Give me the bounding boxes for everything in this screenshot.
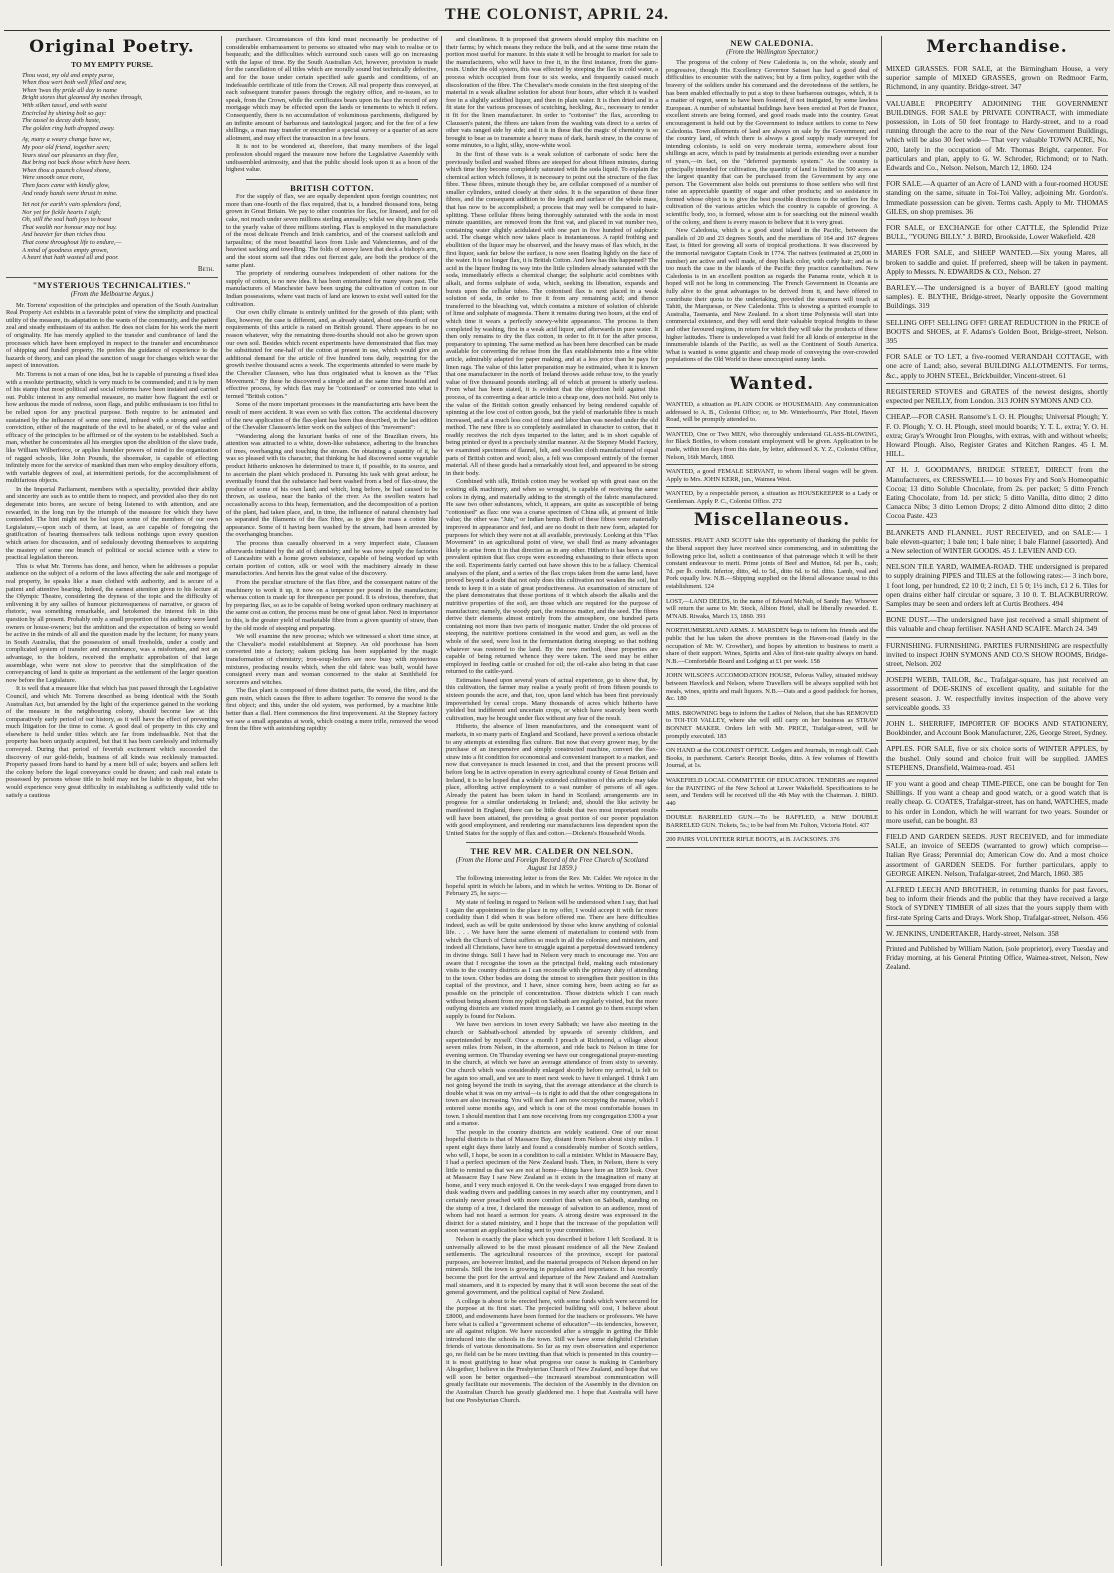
poem-line: A mind of goodness empty grown, [22,246,109,254]
poem-line: And heavier far than riches thou [22,231,106,239]
ad-text: FOR SALE or TO LET, a five-roomed VERANDAH COTTAGE, with one acre of Land; also, several BUILDING ALLOTMENTS. For terms, &c., apply to JOHN STEEL, Brickbuilder, Vincent-street. 61 [886,352,1108,380]
poem-line: When thou wert both well filled and new, [22,79,127,87]
miscellaneous-ad: NORTHUMBERLAND ARMS. J. MARSDEN begs to inform his friends and the public that he has taken the above premises in the Haven-road (lately in the occupation of Mr. W. Crowther), and hopes by attention to business to merit a share of their support. Wines, Spirits and Ales of first-rate quality always on hand. N.B.—Comfortable Board and Lodging at £1 per week. 158 [666,624,878,669]
classified-ad [886,384,1108,409]
article-title: "MYSTERIOUS TECHNICALITIES." [32,280,192,291]
column-divider [441,36,442,1566]
classified-ad [886,349,1108,384]
ad-text: SELLING OFF! SELLING OFF! GREAT REDUCTION in the PRICE of BOOTS and SHOES, at F. Adams's Golden Boot, Bridge-street, Nelson. 395 [886,317,1108,346]
miscellaneous-ad: MESSRS. PRATT AND SCOTT take this opportunity of thanking the public for the liberal support they have received since commencing, and in submitting the following price list, solicit a continuance of that patronage which it will be their constant endeavour to merit. Prime joints of Beef and Mutton, 6d. per lb., cash; 7d. per lb. credit. Inferior, ditto, 4d. to 5d., ditto 6d. to 6d. ditto. Lamb, veal and Pork equally low. N.B.—Shipping supplied on the liberal allowance usual to this establishment. 124 [666,534,878,594]
column-3 [446,36,658,1566]
poem-line: Then faces came with kindly glow, [22,181,110,189]
paragraph: Hitherto, the absence of linen manufactures, and the consequent want of markets, in so many parts of England and Scotland, have proved a serious obstacle to any attempts at extending flax culture. But now that every grower may, by the purchase of an inexpensive and simply constructed machine, convert the flax-straw into a fit condition for economical and convenient transport to a market, and now that conveyance is much lessened in cost, and that the present process will before long be in active operation in every agricultural county of Great Britain and Ireland, it is to be hoped that a widely extended cultivation of this article may take place, affording active employment to a vast number of persons of all ages. Already the patent has been taken in hand in Scotland; arrangements are in progress for a similar undertaking in Ireland; and, should the like activity be manifested in England, there can be little doubt that two most important results will have been attained, the providing a great portion of our poorer population with good employment, and rendering our manufacturers less dependent upon the United States for the supply of flax and cotton.—Dickens's Household Words. [446,723,658,837]
section-title-merchandise: Merchandise. [926,37,1068,57]
ad-text: APPLES. FOR SALE, five or six choice sorts of WINTER APPLES, by the bushel. Only sound and choice fruit will be supplied. JAMES STEPHENS, Dransfield, Waimea-road. 451 [886,744,1108,772]
paragraph: The flax plant is composed of three distinct parts, the wood, the fibre, and the gum resin, which causes the fibre to adhere together. To remove the wood is the first object; and this, under the old system, was performed, by a machine little better than a flail. Here commences the first improvement. At the Stepney factory we saw a small apparatus at work, which costing a mere trifle, removed the wood from the fibre with astonishing rapidity [226,687,438,733]
column-divider [881,36,882,1566]
miscellaneous-ad: DOUBLE BARRELED GUN.—To be RAFFLED, a NEW DOUBLE BARRELED GUN. Tickets, 5s.; to be had from Mr. Fulton, Victoria Hotel. 437 [666,811,878,833]
classified-ad [886,525,1108,560]
classified-ad [886,462,1108,524]
poem-line: When thou a paunch closed shone, [22,166,111,174]
paragraph: purchaser. Circumstances of this kind must necessarily be productive of considerable embarrassment to persons so situated who may wish to realise or to bequeath; and the difficulties which surround such cases will go on increasing with the lapse of time. By the South Australian Act, however, provision is made for the cancellation of all titles which are morally sound but technically defective, and for the issue under certain specified safe guards and conditions, of an indefeasible certificate of title from the Crown. All real property thus conveyed, at each subsequent transfer passes through the registry office, and re-issues, so to speak, from the Crown, while the certificates bears upon its face the record of any mortgage which may be effected upon the lands or tenements to which it refers. Consequently, there is no accumulation of voluminous parchments, disfigured by an infinite amount of barbarous and tautological jargon; and for the fee of a few shillings, a man may transfer or encumber a special survey or a quarter of an acre allotment, and may effect the transaction in a few hours. [226,36,438,142]
merchandise-ads [886,61,1108,942]
ad-text: BLANKETS AND FLANNEL. JUST RECEIVED, and on SALE:— 1 bale eleven-quarter; 1 bale ten; 1 bale nine; 1 bale Flannel (assorted). And a New selection of WINTER GOODS. 45 J. LEVIEN AND CO. [886,527,1108,555]
column-divider [661,36,662,1566]
poem-line: Ay, many a weary change have we, [22,136,112,144]
ad-text: MIXED GRASSES. FOR SALE, at the Birmingham House, a very superior sample of MIXED GRASSES, grown on Redmoor Farm, Richmond, in any quantity. Bridge-street. 347 [886,64,1108,92]
masthead: THE COLONIST, APRIL 24. [444,6,670,23]
paragraph: Estimates based upon several years of actual experience, go to show that, by this cultivation, the farmer may realise a yearly profit of from fifteen pounds to sixteen pounds the acre, and that, too, upon land which has been first previously impoverished by cereal crops. Many thousands of acres which hitherto have yielded but indifferent and uncertain crops, or which have scarcely been worth cultivation, may be brought under flax without any fear of the result. [446,676,658,722]
ad-text: W. JENKINS, UNDERTAKER, Hardy-street, Nelson. 358 [886,928,1059,938]
classified-ad [886,612,1108,637]
paragraph: The following interesting letter is from the Rev. Mr. Calder. We rejoice in the hopeful spirit in which he labors, and in which he writes. Writing to Dr. Bonar of February 25, he says:— [446,875,658,898]
classified-ad [886,315,1108,350]
ad-text: ALFRED LEECH AND BROTHER, in returning thanks for past favors, beg to inform their friends and the public that they have received a large Stock of SYDNEY TIMBER of all sizes that the yours supply them with first-rate Spring Carts and Drays. Work Shop, Trafalgar-street, Nelson. 456 [886,885,1108,922]
paragraph: We will examine the new process; which we witnessed a short time since, at the Chevalier's model establishment at Stepney. An old poorhouse has been converted into a factory; oakum picking has been supplanted by the magic transformation of chemistry; iron-soup-boilers are now busy with mysterious mixtures, producing results which, when the old fabric was built, would have consigned every man and woman concerned to the stake at Smithfield for sorcerers and witches. [226,633,438,686]
poem-line: Bright stores that gleamed thy meshes through, [22,94,143,102]
article-source-new-caledonia: (From the Wellington Spectator.) [726,47,818,56]
ad-text: BONE DUST.—The undersigned have just received a small shipment of this valuable and cheap fertiliser. NASH AND SCAIFE. March 24. 349 [886,615,1108,634]
poem-line: Thou wast, my old and empty purse, [22,71,115,79]
miscellaneous-ad: JOHN WILSON'S ACCOMODATION HOUSE, Pelorus Valley, situated midway between Havelock and Nelson, where Travellers will be always supplied with hot meals, wines, spirits and malt liquors. N.B.—Oats and a good paddock for horses, &c. 180 [666,669,878,706]
section-title-wanted: Wanted. [729,373,815,394]
ad-text: FIELD AND GARDEN SEEDS. JUST RECEIVED, and for immediate SALE, an invoice of SEEDS (warranted to grow) which comprise— Italian Rye Grass; Perennial do; American Cow do. And a most choice assortment of GARDEN SEEDS. For further particulars, apply to GEORGE AIKEN. Nelson, Trafalgar-street, 2nd March, 1860. 385 [886,832,1108,878]
section-title-poetry: Original Poetry. [29,37,195,57]
article-continuation [446,723,658,837]
classified-ad [886,61,1108,96]
paragraph: The propriety of rendering ourselves independent of other nations for the supply of cotton, is no new idea. It has been entertained for many years past. The manufacturers of Manchester have been urging the cultivation of cotton in our Indian possessions, where vast tracts of land are known to exist well suited for the cultivation. [226,270,438,308]
paragraph: Mr. Torrens is not a man of one idea, but he is capable of pursuing a fixed idea with a resolute pertinacity, which is very much to be commended; and it is by men of his stamp that most political and social reforms have been instated and carried out. Public interest in any remedial measure, no matter how flagrant the evil or how arduous the mode of redress, soon flags, and public enthusiasm is too fitful to be relied upon for any practical purpose. Both require to be animated and sustained by the influence of some one mind, imbued with a strong and settled conviction, either of the magnitude of the evil to be abated, or of the value and efficacy of the principles to be affirmed or of the system to be established. Such a man, whether he concentrates all his energies upon the abolition of the slave trade, like William Wilberforce, or applies humbler powers of mind to the organization of ragged schools, like John Pounds, the shoemaker, is capable of effecting infinitely more for the service of mankind than men who employ desultory efforts, with variable degrees of zeal, at intermittent periods, for the accomplishment of multifarious objects. [6,370,218,485]
article-title-cotton: BRITISH COTTON. [290,182,374,193]
masthead-rule [4,30,1110,31]
poem-line: The golden ring hath dropped away. [22,124,115,132]
classified-ad [886,96,1108,177]
classified-ad [886,741,1108,776]
column-5-ads [886,36,1108,1566]
paragraph: A college is about to be erected here, with some funds which were secured for the purpose at its first start. The projected building will cost, I believe about £8000, and endowments have been formed for the teachers or professors. We have here what is called a "government scheme of education"—its tendencies, however, are all against religion. We have succeeded after a struggle in getting the Bible introduced into the schools in the town. Still we have some delightful Christian friends of various denominations. So far as my own observation and experience go, no field can be be more inviting than that which is presented in this country—it is most gratifying to hear what progress our cause is making in Canterbury Altogether, I believe in the Presbyterian Church of New Zealand, and hope that we will soon be better organised—the increased steamboat communication will greatly facilitate our movements. The decision of the Assembly in the division on the Australian Church has greatly gladdened me. I hope that Australia will have but one Presbyterian Church. [446,1297,658,1404]
poem-line: With silken tassel, and with waist [22,101,107,109]
classified-ad [886,672,1108,716]
ad-text: FOR SALE.—A quarter of an Acre of LAND with a four-roomed HOUSE standing on the same, situate in Toi-Toi Valley, adjoining Mr. Gordon's. Immediate possession can be given. Terms cash. Apply to Mr. THOMAS GILES, on shop premises. 36 [886,179,1108,216]
article-continuation [226,36,438,174]
poem-line: Were smooth once more, [22,174,85,182]
ad-text: FOR SALE, or EXCHANGE for other CATTLE, the Splendid Prize BULL, "YOUNG BILLY." J. BIRD, Brookside, Lower Wakefield. 428 [886,223,1108,242]
poem-line: That wealth nor honour may not buy. [22,223,117,231]
classified-ad [886,638,1108,673]
column-1 [6,36,218,1566]
ad-text: JOHN L. SHERRIFF, IMPORTER OF BOOKS AND STATIONERY, Bookbinder, and Account Book Manufacturer, 226, George Street, Sydney. [886,718,1108,738]
divider [466,842,638,843]
ad-text: AT H. J. GOODMAN'S, BRIDGE STREET, DIRECT from the Manufacturers, ex CRESSWELL— 10 boxes Fry and Son's Homeopathic Cocoa; 13 ditto Soluble Chocolate, from 2s. per packet; 5 ditto French Eating Chocolate, from 1d. per stick; 5 ditto Vanilla, ditto ditto; 2 ditto Canacca Nibs; 3 ditto Lemon Drops; 2 ditto Almond ditto ditto; 2 ditto Cocoa Paste. 423 [886,465,1108,521]
article-body-calder [446,875,658,1404]
poem-line: Nor yet for fickle hearts I sigh; [22,208,102,216]
column-2 [226,36,438,1566]
classified-ad [886,559,1108,612]
poem-line: A heart that hath wasted all and poor. [22,254,119,262]
divider [246,179,418,180]
paragraph: and cleanliness. It is proposed that growers should employ this machine on their farms; by which means they reduce the bulk, and at the same time retain the portion most useful for manure. In this state it will be brought to market for sale to the manufacturers, who will have to free it, in the first instance, from the gum-resin. Under the old system, this was effected by steeping the flax in cold water, a process which occupied from four to six weeks, and frequently caused much discoloration of the fibre. The Chevalier's mode consists in the first steeping of the material in a weak alkaline solution for about four hours, after which it is washed free in a slightly acidified liquor, and then in plain water. It is then dried and in a fit state for the various processes of scutching, heckling, &c., necessary to render it fit for the linen manufacturer. In order to "cottonise" the flax, according to Claussen's patent, the fibres are taken from the washing vats direct to a series of other vats ranged side by side; and it is in these that the magic of chemistry is so brought to bear as to transmute a heavy mass of dark, harsh straw, in the course of some minutes, to a light, silky, snow-white wool. [446,36,658,150]
poem-signature: Beth. [197,264,214,273]
paragraph: In the first of these vats is a weak solution of carbonate of soda: here the previously boiled and washed fibres are steeped for about fifteen minutes, during which time they become completely saturated with the soda liquid. To explain the chemical action which follows, it is necessary to point out the structure of the flax fibre. These fibres, minute though they be, are cellular composed of a number of smaller cylinders, united closely at their sides. It is the separation of these finer fibres, and the consequent addition to the length and surface of the whole mass, that has now to be accomplished; a process that may well be compared to hair-splitting. These cellular fibres being thoroughly saturated with the soda in most minute quantities, are removed from the first vat, and placed in vat number two, containing water slightly acidulated with one part in five hundred of sulphuric acid. The change which now takes place is instantaneous. A rapid frothing and ebullition of the liquor may be observed, and the heavy mass of flax which, in the first liquor, sank far below the surface, is now seen floating lightly on the face of the water. It is no longer flax, it is British Cotton. And how has this happened? The acid in the liquor finding its way into the little cylinders already saturated with the soda, immediately effects a chemical change; the sulphuric acid combines with alkali, and forms sulphate of soda, which, seeking its liberation, expands and bursts upon the cellular tubes. The cottonised flax is next placed in a weak solution of soda, in order to free it from any remaining acid; and thence transferred to the bleaching vat, which contains a mixture of solution of chloride of lime and sulphate of magnesia. There it remains during two hours, at the end of which time it wears a perfectly snowy-white appearance. The process is then completed by washing, first in a weak acid liquor, and afterwards in pure water. It then only remains to dry the flax cotton, in order to fit it for the after process, preparatory to spinning. The same method as has been here described can be made available for converting the refuse from the flax establishments into a fine white article, admirably adapted for paper making, and at a less price than he pays for linen rags. The value of this latter preparation may be estimated, when it is known that one manufacturer in the north of Ireland throws aside refuse tow, to the yearly value of five thousand pounds sterling; all of which at present is utterly useless. From what has been stated, it is evident that the objection held against this process, of its converting a dear article into a cheap one, does not hold. Not only is the value of the British cotton greatly enhanced by being rendered capable of spinning at the low cost of cotton goods, but the yield of marketable fibre is much increased, and at a much less cost of time and labor than was needed under the old method. The new fibre is so completely assimilated in character to cotton, that it readily receives the rich dyes imparted to the latter, and is in short capable of being printed or dyed in a precisely similar manner. At the Stepney Model Factory, we examined specimens of flannel, felt, and woollen cloth manufactured of equal parts of British cotton and wool; also, a felt was composed entirely of the former material. All of these goods had a remarkably stout feel, and appeared to be strong in their body. [446,150,658,477]
article-continuation [446,36,658,722]
paragraph: My state of feeling in regard to Nelson will be understood when I say, that had I again the appointment to the place in my offer, I would accept it with far more cordiality than I did when it was before offered me. There are here difficulties indeed, such as will be quite understood by those who know anything of colonial life. . . . We have here the same element of materialism to contend with from which the Church of Christ suffers so much in all the colonies; and ministers, and indeed all Christians, have here to struggle against a perpetual downward tendency in divine things. Still I have had in Nelson very much to encourage me. You are aware that I recognise the town as the principal field, making such missionary visits to the country districts as I can reconcile with the primary duty of attending to the town. Other bodies are doing the utmost to strengthen their position in this capital of the province, and I have, since coming here, been acting so far as possible on the principle of concentration. Those districts which I can reach without being absent from my pulpit on Sabbath are regularly visited, but the more outlying districts are visited more irregularly, as I cannot go to them except when supply is found for Nelson. [446,898,658,1020]
paragraph: Combined with silk, British cotton may be worked up with great ease on the existing silk machinery, and when so wrought, is capable of receiving the same colors in dying, and materially adding to the strength of the fabric manufactured. He saw two other substances, which, it appears, are quite as susceptible of being "cottonised" as flax: one was a coarse specimen of China silk, at present of little value; the other was "Jute," or Indian hemp. Both of these fibres were materially improved in appearance and feel, and are no doubt in their new form, adapted for purposes for which they were not at all available, previously. Looking at this "Flax Movement" in an agricultural point of view, we shall find as many advantages likely to arise from it in that direction as in any other. Hitherto it has been a most prevalent opinion that flax crops were exceeding exhausting to their effects upon the soil. Experiments fairly carried out have shown this to be a fallacy. Chemical analyses of the plant, and a series of the flax crops taken from the same land, have proved beyond a doubt that not only does this cultivation not weaken the soil, but tends to keep it in a state of great productiveness. An examination of structure of the plant demonstrates that those portions of it which absorb the alkalis and the nutritive properties of the soil, are those which are required for the purpose of manufacture; namely, the woody part, the resinous matter, and the seed. The fibres derive their elements almost entirely from the atmosphere, one hundred parts containing not more than two parts of inorganic matter. Under the old process of steeping, the nutritive portions contained in the wood and gum, as well as the whole of the seed, were lost in the fermentation during steeping; so that nothing whatever was restored to the land. By the new method, these properties are capable of being returned whence they were taken. The seed may be either employed in feeding cattle or crushed for oil; the oil-cake also being in that case returned to the cattle-yard. [446,478,658,676]
paragraph: In the Imperial Parliament, members with a speciality, provided their ability and sincerity are such as to entitle them to respect, and provided also they do not degenerate into bores, are secure of being listened to with attention, and are rewarded, in the long run by the triumph of the measure for which they have contended. The hint might not be lost upon some of the members of our own Legislature,—upon such of them, at least, as are capable of foregoing the gratification of hearing themselves talk tedious nothings upon every question which arises for discussion, and of sedulously devoting themselves to acquiring the mastery of some one branch of political or social science with a view to practical legislation thereon. [6,485,218,562]
ad-text: MARES FOR SALE, and SHEEP WANTED.—Six young Mares, all broken to saddle and quiet. If preferred, sheep will be taken in payment. Apply to Messrs. N. EDWARDS & CO., Nelson. 27 [886,248,1108,276]
ad-text: VALUABLE PROPERTY ADJOINING THE GOVERNMENT BUILDINGS. FOR SALE by PRIVATE CONTRACT, with immediate possession, in Lots of 50 feet frontage to Hardy-street, and to a road running through the acre to the rear of the New Government Buildings, which will be also 30 feet wide— That very valuable TOWN ACRE, No. 200, lately in the occupation of Mr. Thomas Bright, carpenter. For particulars and plan, apply to G. W. Schroder, Richmond; or to Nath. Edwards and Co., Nelson. Nelson, March 12, 1860. 124 [886,98,1108,173]
paragraph: The process thus casually observed in a very imperfect state, Claussen afterwards imitated by the aid of chemistry; and he was now supply the factories of Lancashire with a home grown substance, capable of being worked up with certain portion of cotton, silk or wool with the machinery already in these manufactories. And herein lies the great value of the discovery. [226,540,438,578]
paragraph: From the peculiar structure of the flax fibre, and the consequent nature of the machinery to work it up, it now on a tenpence per pound in the manufacture; whereas cotton is made up for threepence per pound. It is obvious, therefore, that by preparing flax, so as to be capable of being worked upon ordinary machinery at the same cost as cotton, the process must be one of great labor. Next in importance to this, is the greater yield of marketable fibre from a given quantity of straw, than by the old mode of steeping and preparing. [226,578,438,632]
article-title-calder: THE REV MR. CALDER ON NELSON. [470,846,634,857]
miscellaneous-ad: ON HAND at the COLONIST OFFICE. Ledgers and Journals, in rough calf. Cash Books, in parchment. Carter's Receipt Books, ditto. A few volumes of Howitt's Journal, at 1s. [666,744,878,774]
poem-title: TO MY EMPTY PURSE. [71,60,153,69]
miscellaneous-ad: LOST,—LAND DEEDS, in the name of Edward McNab, of Sandy Bay. Whoever will return the same to Mr. Stock, Albion Hotel, shall be liberally rewarded. E. M'NAB. Riwaka, March 13, 1860. 391 [666,595,878,625]
divider [6,277,218,278]
classified-ad [886,176,1108,220]
paragraph: It is well that a measure like that which has just passed through the Legislative Council, and which Mr. Torrens described as being identical with the South Australian Act, but amended by the light of the experience gained in the working of the measure in the neighbouring colony, should become law at this comparatively early period of our history, as it will have the effect of preventing much litigation for the time to come. A good deal of property in this city and elsewhere is held under titles which are far from indefeasible. Not that the property has been unjustly acquired, but that it has been carelessly and informally conveyed. During that period of feverish excitement which succeeded the discovery of our gold-fields, business of all kinds was recklessly transacted. Property passed from hand to hand by a mere bill of sale; buyers and sellers left the colony before the legal conveyance could be drawn; and cash real estate is possessed by persons whose title to hold may not be liable to dispute, but who would experience very great difficulty in establishing a sufficiently valid title to satisfy a cautious [6,685,218,799]
paragraph: We have two services in town every Sabbath; we have also meeting in the church or Sabbath-school attended by upwards of seventy children, and superintended by myself. Once a month I preach at Richmond, a village about seven miles from Nelson, in the afternoon, and ride back to Nelson in time for evening sermon. On Thursday evening we have our congregational prayer-meeting in the church, at which we have an average attendance of from sixty to seventy. Our church which was considerably enlarged shortly before my arrival, is felt to be again too small, and we are to meet next week to have it enlarged. I think I am not going beyond the truth in saying, that the average attendance at the church is double what it was on my arrival—is is right to add that the other congregations in town are also increasing. You will see that I am now occupying the manse, which I entered some months ago, and which is one of the most comfortable houses in town. I should mention that I am now receiving from my congregation £300 a year and a manse. [446,1021,658,1128]
poem-line: My poor old friend, together seen; [22,143,111,151]
column-4 [666,36,878,1566]
classified-ad [886,829,1108,882]
paragraph: "Wandering along the luxuriant banks of one of the Brazilian rivers, his attention was attracted to a white, down-like substance, adhering to the branches of trees, overhanging and touching the stream. On obtaining a quantity of it, he was so pleased with its character, that thinking he had discovered some vegetable product hitherto unknown he determined to trace it, if possible, to its source, and to ascertain the plant which produced it. Pursuing his task with great ardour, he eventually found that the substance had been washed from a bed of flax-straw, the produce of some of his own land; and which, long before, he had caused to be thrown, as useless, near the banks of the river. As the swollen waters had occasionally access to this heap, fermentation, and the decomposition of a portion of the plant, had taken place, and, in time, the influence of natural chemistry had so separated the filaments of the flax fibre, as to give the mass a cotton like appearance. Some of it having been washed by the stream, had been arrested by the overhanging branches. [226,432,438,539]
ad-text: BARLEY.—The undersigned is a buyer of BARLEY (good malting samples). E. BLYTHE, Bridge-street, Nearly opposite the Government Buildings. 319 [886,283,1108,311]
miscellaneous-ad: 200 PAIRS VOLUNTEER RIFLE BOOTS, at B. JACKSON'S. 376 [666,833,878,848]
paragraph: The people in the country districts are widely scattered. One of our most hopeful districts is that of Massacre Bay, distant from Nelson about sixty miles. I spent eight days there lately and found a considerably number of Scotch settlers, who will, I hope, be soon in a condition to call a minister. Whilst in Massacre Bay, I had a perfect specimen of the New Zealand bush. Then, in Nelson, there is very little to remind us that we are not at home—things have here an 1859 look. Over at Massacre Bay I saw New Zealand as it exists in the imagination of many at home, and I very much enjoyed it. On the week-days I was engaged from dawn to dusk wading rivers and paddling canoes in my search after my countrymen, and I certainly never preached with more comfort than when on Sabbath, standing on the stump of a tree, I declared the message of salvation to an audience, most of whom had not heard a sermon for years. A strong desire was expressed in the district for a stated ministry, and I hope that the increase of the population will soon warrant an application being sent to your committee. [446,1128,658,1235]
poem [6,72,218,262]
ad-text: FURNISHING. FURNISHING. PARTIES FURNISHING are respectfully invited to inspect JOHN SYMONS AND CO.'S SHOW ROOMS, Bridge-street, Nelson. 202 [886,640,1108,668]
paragraph: For the supply of flax, we are equally dependent upon foreign countries; not more than one-fourth of the flax required, that is, a hundred thousand tons, being grown in Great Britain. We pay to other countries for flax, for linseed, and for oil cake, not much under seven millions sterling annually; whilst we ship linen goods to the yearly value of three millions sterling. Flax is employed in the manufacture of the most delicate French and Irish cambrics, and of the coarsest sailcloth and tarpaulins; of the most beautiful laces from Lisle and Valenciennes, and of the heaviest sacking and towelling. The folds of snowy lawn that deck a bishop's arm, and the stout storm sail that rides out fiercest gale, are both the produce of the same plant. [226,193,438,269]
classified-ad [886,220,1108,245]
paragraph: Mr. Torrens' exposition of the principles and operation of the South Australian Real Property Act exhibits in a favorable point of view the simplicity and practical utility of the measure, its adaptation to the wants of the community, and the patient zeal and steady enthusiasm of its author. He does not claim for his work the merit of originality. He has merely applied to the transfer and cumbrance of land the processes which have been employed in respect to the transfer and encumbrance of shipping and funded property. He prefers the guidance of experience to the hazards of theory, and can plead the sanction of usage for changes which wear the aspect of innovation. [6,301,218,370]
poem-line: But bring not back those which have been. [22,159,131,167]
classified-ad [886,926,1108,942]
ad-text: IF you want a good and cheap TIME-PIECE, one can be bought for Ten Shillings. If you want a cheap and good watch, or a good watch that is really cheap. G. COATES, Trafalgar-street, has on hand, WATCHES, made to his order in London, which he will warrant for two years. Sounder or more useful, can be bought. 83 [886,779,1108,825]
paragraph: It is not to be wondered at, therefore, that many members of the legal profession should regard the measure now before the Legislative Assembly with undissembled animosity, and that the public should look upon it as a boon of the highest value. [226,143,438,174]
poem-line: And ready hands were thrust in mine. [22,189,118,197]
imprint: Printed and Published by William Nation, (sole proprietor), every Tuesday and Friday morning, at his General Printing Office, Waimea-street, Nelson, New Zealand. [886,945,1108,972]
wanted-ad: WANTED, a good FEMALE SERVANT, to whom liberal wages will be given. Apply to Mrs. JOHN KERR, jun., Waimea West. [666,465,878,487]
ad-text: JOSEPH WEBB, TAILOR, &c., Trafalgar-square, has just received an assortment of DOE-SKINS of excellent quality, and suitable for the present season. J. W. respectfully invites inspection of the above very serviceable goods. 33 [886,675,1108,712]
divider [666,368,878,369]
section-title-miscellaneous: Miscellaneous. [693,510,851,531]
poem-line: That come throughout life to endure,— [22,239,122,247]
miscellaneous-ad: WAKEFIELD LOCAL COMMITTEE OF EDUCATION. TENDERS are required for the PAINTING of the New School at Lower Wakefield. Specifications to be seen, and Tenders will be received till the 4th May with the Chairman. J. BIRD. 440 [666,774,878,811]
article-title-new-caledonia: NEW CALEDONIA. [730,38,814,48]
paragraph: Our own chilly climate is entirely unfitted for the growth of this plant; with flax, however, the case is different, and, as already stated, about one-fourth of our requirements of this article is raised on British ground. There appears to be no reason whatever, why the remaining three-fourths should not also be grown upon our own soil. Besides which recent experiments have demonstrated that flax may be substituted for one-half of the cotton at present in use, which would give an additional demand for the article of five hundred tons daily, requiring for the growth twelve thousand acres a week. The experiments attended to were made by the Chevalier Claussen, who has thus originated what is known as the "Flax Movement." By these he discovered a simple and at the same time beautiful and effective process, by which flax may be "cottonised" or converted into what is termed "British cotton." [226,309,438,400]
poem-line: Yet not for earth's vain splendors fond, [22,201,121,209]
ad-text: REGISTERED STOVES and GRATES of the newest designs, shortly expected per NEILLY, from London. 313 JOHN SYMONS AND CO. [886,386,1108,406]
paragraph: Some of the more important processes in the manufacturing arts have been the result of mere accident. It was even so with flax cotton. The accidental discovery of the new application of the flax-plant has been thus described, in the last edition of the Chevalier Claussen's letter work on the subject of this "movement": [226,401,438,432]
article-source-calder: (From the Home and Foreign Record of the Free Church of Scotland August 1st 1859.) [455,855,649,872]
classified-ad [886,409,1108,462]
paragraph: The progress of the colony of New Caledonia is, on the whole, steady and progressive, though His Excellency Governor Saisset has had a good deal of difficulties to encounter with the natives; but by a firm policy, together with the bravery of the soldiers under his command and the devotedness of the settlers, he has been enabled effectually to put a stop to these barbarous outrages, which, it is a matter of regret, seem to have been fostered, if not instigated, by some lawless European. A number of substantial buildings have been erected at Port de France, excellent streets are being formed, and good roads made into the country. Great encouragement is held out by the Government to induce settlers to come to New Caledonia. Town allotments of land are always on sale by the Government; and the country land, of which there is always a good supply ready surveyed for intending colonists, is sold on very moderate terms, somewhere about four shillings an acre, which is paid by instalments at periods extending over a number of years,—in fact, on the "deferred payments system." As the country is principally intended for cultivation, the quantity of land is limited to 500 acres as the largest quantity that can be purchased from the Government by any one person. The Government also holds out premiums to those settlers who will first raise an appreciable quantity of sugar and other products; and so assistance in formed whose object is to give the best possible directions to the settlers for the cultivation of the various articles which the country is capable of growing. A scientific body, too, is formed, whose aim is for searching out the mineral wealth of the colony, and there is every reason to believe that it is very great. [666,59,878,226]
classified-ad [886,716,1108,741]
poem-line: When 'twas thy pride all day to name [22,86,117,94]
classified-ad [886,245,1108,280]
classified-ad [886,882,1108,926]
classified-ad [886,280,1108,315]
poem-line: Years steal our pleasures as they flee, [22,151,118,159]
paragraph: New Caledonia, which is a good sized island in the Pacific, between the parallels of 20 and 23 degrees South, and the meridians of 164 and 167 degrees East, is fitted for growing all sorts of tropical productions. It was discovered by the immortal navigator Captain Cook in 1774. The natives (estimated at 25,000 in number) are active and well made, of deep black color, with curly hair; and as is too much the case in the islands of the Pacific they practice cannibalism. New Caledonia is in an excellent position as regards the Panama route, which it is hoped will not be long in commencing. The French Government in Oceania are fully alive to the great advantages to be derived from it, and have offered to contribute their quota to the undertaking, provided the steamers will touch at Tahiti, the Marquesas, or New Caledonia. This is showing a spirited example to Australia, Tasmania, and New Zealand. In a short time Polynesia will start into commercial existence, and they will send their valuable tropical freights to these and other favoured regions, in return for which they will take the products of these higher latitudes. There is undeveloped a vast field for all kinds of enterprise in the innumerable islands of the Pacific, as well as the Continent of South America. What is wanted is some gigantic and cheap mode of conveying the over-crowded populations of the Old World to these unoccupied sunny lands. [666,227,878,364]
miscellaneous-ad: MRS. BROWNING begs to inform the Ladies of Nelson, that she has REMOVED to TOI-TOI VALLEY, where she will still carry on her business as STRAW BONNET MAKER. Orders left with Mr. PRICE, Trafalgar-street, will be promptly executed. 183 [666,707,878,744]
classified-ad [886,776,1108,829]
article-source: (From the Melbourne Argus.) [70,290,154,299]
column-divider [221,36,222,1566]
wanted-ad: WANTED, One or Two MEN, who thoroughly understand GLASS-BLOWING, for Black Bottles, to whom constant employment will be given. Application to be made, within ten days from this date, by letter, addressed X. Y. Z., Colonist Office, Nelson, 16th March, 1860. [666,428,878,465]
ad-text: CHEAP.—FOR CASH. Ransome's I. O. H. Ploughs; Universal Plough; Y. F. O. Plough; Y. O. H. Plough, steel mould boards; Y. T. L. extra; Y. O. H. extra; Gray's Wrought Iron Ploughs, with extras, with and without wheels; Howard Plough. Also, Register Grates and Kitchen Ranges. 45 I. M. HILL. [886,412,1108,459]
poem-line: The tassel to decay doth haste, [22,117,101,125]
poem-line: Encircled by shining bolt so gay: [22,109,107,117]
poem-line: Oh, still the soul hath joys to boast [22,216,112,224]
wanted-ad: WANTED, by a respectable person, a situation as HOUSEKEEPER to a Lady or Gentleman. Apply P. C., Colonist Office. 272 [666,487,878,509]
ad-text: NELSON TILE YARD, WAIMEA-ROAD. THE undersigned is prepared to supply draining PIPES and TILES at the following rates:— 3 inch bore, 1 foot long, per hundred, £2 10 0; 2 inch, £1 5 0; 1½ inch, £1 2 6. Tiles for open drains either half circular or square, 3 10 0. T. BLACKBURROW. Samples may be seen and orders left at Curtis Brothers. 494 [886,562,1108,608]
wanted-ad: WANTED, a situation as PLAIN COOK or HOUSEMAID. Any communication addressed to A. B., Colonist Office; or, to Mr. Winterbourn's, Pier Hotel, Haven Road, will be promptly attended to. [666,398,878,428]
article-body [6,302,218,800]
article-body-cotton [226,193,438,733]
paragraph: This is what Mr. Torrens has done, and hence, when he addresses a popular audience on the subject of a reform of the laws affecting the sale and mortgage of real property, he speaks like a man clothed with authority, and is secure of a patient and attentive hearing. Indeed, the earnest attention given to his lecture at the Olympic Theatre, considering the dryness of the topic and the difficulty of enlivening it by any sallies of humour picturesqueness of narrative, or graces of rhetoric, was something remarkable, and betokened the interest felt in this question by all present. Probably only a small proportion of his auditory were land owners or house-owners; but the ambition and the expectation of being so would be active in the minds of all and the question made by the lecturer, for many years in South Australia, that the possession of small freeholds, under a costly and complicated system of transfer and encumbrance, was a misfortune, and not an advantage, to the holders, received the emphatic approbation of that large assemblage, who were not slow to perceive that the simplification of the conveyancing of land is quite as important as the settlement of the larger question now before the Legislature. [6,562,218,684]
paragraph: Nelson is exactly the place which you described it before I left Scotland. It is universally allowed to be the most pleasant residence of all the New Zealand settlements. The agricultural resources of the province, except for pastoral purposes, are however limited, and the material prospects of Nelson depend on her minerals. Still the town is growing in population and importance. It has recently become the port for the arrival and departure of the New Zealand and Australian mail steamers, and it is expected by many that it will soon become the seat of the general government, and the political capital of New Zealand. [446,1236,658,1297]
